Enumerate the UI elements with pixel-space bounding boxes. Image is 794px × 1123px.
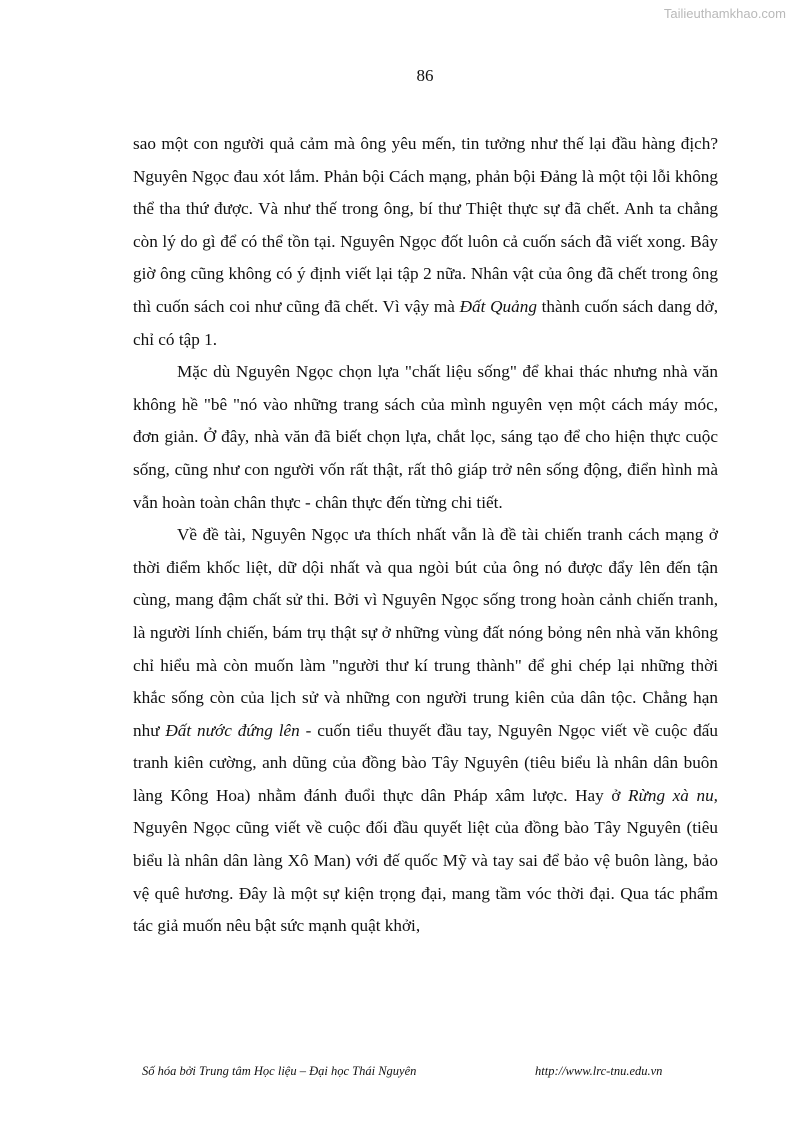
text-run: thành cuốn sách dang dở, chỉ có tập 1. <box>133 296 718 349</box>
text-run: sao một con người quả cảm mà ông yêu mến, tin tưởng như thế lại đầu hàng địch? Nguyên Ngọc đau xót lắm. Phản bội Cách mạng, phản bội Đảng là một tội lỗi không thể tha thứ được. Và như thế trong ông, bí thư Thiệt thực sự đã chết. Anh ta chẳng còn lý do gì để có thể tồn tại. Nguyên Ngọc đốt luôn cả cuốn sách đã viết xong. Bây giờ ông cũng không có ý định viết lại tập 2 nữa. Nhân vật của ông đã chết trong ông thì cuốn sách coi như cũng đã chết. Vì vậy mà <box>133 134 718 316</box>
watermark: Tailieuthamkhao.com <box>663 6 786 21</box>
text-run: Nguyên Ngọc cũng viết về cuộc đối đầu quyết liệt của đồng bào Tây Nguyên (tiêu biểu là nhân dân làng Xô Man) với đế quốc Mỹ và tay sai để bảo vệ buôn làng, bảo vệ quê hương. Đây là một sự kiện trọng đại, mang tầm vóc thời đại. Qua tác phẩm tác giả muốn nêu bật sức mạnh quật khởi, <box>133 818 718 936</box>
footer-url: http://www.lrc-tnu.edu.vn <box>535 1064 663 1078</box>
text-run: Mặc dù Nguyên Ngọc chọn lựa "chất liệu sống" để khai thác nhưng nhà văn không hề "bê "nó vào những trang sách của mình nguyên vẹn một cách máy móc, đơn giản. Ở đây, nhà văn đã biết chọn lựa, chắt lọc, sáng tạo để cho hiện thực cuộc sống, cũng như con người vốn rất thật, rất thô giáp trở nên sống động, điển hình mà vẫn hoàn toàn chân thực - chân thực đến từng chi tiết. <box>133 362 718 512</box>
paragraph <box>133 519 718 943</box>
paragraph <box>133 356 718 519</box>
book-title: Đất Quảng <box>459 296 537 316</box>
book-title: Rừng xà nu, <box>628 785 718 805</box>
text-run: - cuốn tiểu thuyết đầu tay, Nguyên Ngọc viết về cuộc đấu tranh kiên cường, anh dũng của đồng bào Tây Nguyên (tiêu biểu là nhân dân buôn làng Kông Hoa) nhằm đánh đuổi thực dân Pháp xâm lược. Hay ở <box>133 720 718 805</box>
paragraph <box>133 128 718 356</box>
book-title: Đất nước đứng lên <box>165 720 300 740</box>
page-number: 86 <box>416 66 434 85</box>
text-run: Về đề tài, Nguyên Ngọc ưa thích nhất vẫn là đề tài chiến tranh cách mạng ở thời điểm khốc liệt, dữ dội nhất và qua ngòi bút của ông nó được đẩy lên đến tận cùng, mang đậm chất sử thi. Bởi vì Nguyên Ngọc sống trong hoàn cảnh chiến tranh, là người lính chiến, bám trụ thật sự ở những vùng đất nóng bỏng nên nhà văn không chỉ hiểu mà còn muốn làm "người thư kí trung thành" để ghi chép lại những thời khắc sống còn của lịch sử và những con người trung kiên của dân tộc. Chẳng hạn như <box>133 525 718 740</box>
footer-source: Số hóa bởi Trung tâm Học liệu – Đại học Thái Nguyên <box>142 1064 417 1078</box>
body-text <box>133 128 718 943</box>
